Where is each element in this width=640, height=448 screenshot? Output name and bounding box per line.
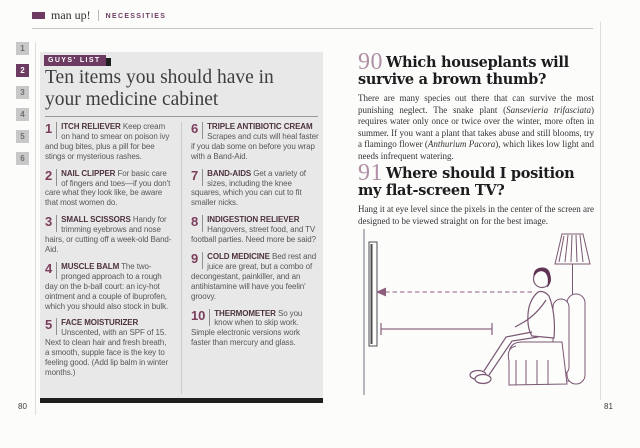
item-text: Unscented, with an SPF of 15. Next to clean hair and fresh breath, a smooth, supple face is the key to feeling good. (Add lip balm in winter months.)	[45, 328, 169, 377]
item-text: Bed rest and juice are great, but a combo of decongestant, painkiller, and an antihistamine will have you feelin' groovy.	[191, 251, 317, 301]
left-margin-rule	[35, 42, 36, 415]
item-term: MUSCLE BALM	[61, 261, 120, 271]
question-90	[358, 49, 594, 162]
guys-list-feature-box	[40, 52, 323, 398]
item-term: TRIPLE ANTIBIOTIC CREAM	[207, 122, 313, 131]
item-term: INDIGESTION RELIEVER	[207, 215, 300, 225]
item-number: 10	[191, 309, 210, 326]
chapter-tabs	[16, 42, 29, 174]
eye-level-arrow	[376, 288, 534, 297]
list-item	[45, 262, 172, 312]
answer-text: There are many species out there that can survive the most punishing neglect. The snake plant (	[358, 93, 594, 115]
list-item	[191, 215, 319, 245]
title-rule	[45, 116, 318, 117]
list-title: Ten items you should have in your medicine cabinet	[45, 67, 274, 110]
question-90-answer	[358, 93, 594, 162]
item-number: 9	[191, 252, 203, 269]
list-item	[45, 215, 172, 255]
chapter-tab-1: 1	[16, 42, 29, 55]
item-term: THERMOMETER	[214, 308, 276, 318]
question-title: Which houseplants will survive a brown thumb?	[358, 54, 569, 88]
tv-side-view	[369, 242, 377, 346]
answer-text: ) requires water only once or twice over the winter, more often in summer. If you want a plant that takes abuse and still blooms, try a flamingo flower (	[358, 104, 594, 149]
question-number: 90	[358, 49, 383, 75]
item-term: SMALL SCISSORS	[61, 215, 131, 225]
list-item	[45, 169, 172, 209]
item-number: 6	[191, 122, 203, 139]
guys-list-label-text: GUYS' LIST	[44, 55, 106, 66]
chapter-tab-6: 6	[16, 152, 29, 165]
item-term: COLD MEDICINE	[207, 251, 270, 261]
item-number: 2	[45, 169, 57, 186]
item-number: 7	[191, 169, 203, 186]
question-number: 91	[358, 160, 383, 186]
item-number: 1	[45, 122, 57, 139]
list-column-1	[45, 122, 182, 394]
question-90-heading	[358, 49, 594, 88]
list-item	[191, 252, 319, 302]
section-label: NECESSITIES	[105, 12, 167, 20]
viewing-distance-line	[381, 323, 492, 335]
species-name: Sansevieria trifasciata	[506, 104, 591, 115]
question-91-answer: Hang it at eye level since the pixels in the center of the screen are designed to be viewed straight on for the best image.	[358, 204, 594, 226]
label-black-tab	[106, 58, 111, 66]
guys-list-label	[44, 55, 111, 66]
question-91-heading	[358, 160, 594, 199]
chapter-tab-4: 4	[16, 108, 29, 121]
item-text: The two-pronged approach to a rough day on the b-ball court: an icy-hot ointment and a couple of ibuprofen, which you should also stock in bulk.	[45, 261, 169, 311]
item-term: ITCH RELIEVER	[61, 122, 121, 131]
tv-viewing-illustration	[356, 228, 596, 403]
header-rule	[32, 28, 593, 29]
chapter-tab-2-active: 2	[16, 64, 29, 77]
item-text: So you know when to skip work. Simple electronic versions work faster than mercury and glass.	[191, 308, 303, 348]
chapter-tab-5: 5	[16, 130, 29, 143]
item-text: Keep cream on hand to smear on poison ivy and bug bites, plus a pill for bee stings or mysterious rashes.	[45, 122, 170, 161]
page-number-right: 81	[604, 402, 613, 411]
item-text: Scrapes and cuts will heal faster if you dab some on before you wrap with a Band-Aid.	[191, 131, 319, 161]
list-item	[45, 122, 172, 162]
brand-title: man up!	[51, 8, 91, 22]
item-term: NAIL CLIPPER	[61, 168, 116, 178]
item-number: 4	[45, 262, 57, 279]
question-title: Where should I position my flat-screen TV?	[358, 165, 575, 199]
list-item	[191, 309, 319, 349]
item-text: Handy for trimming eyebrows and nose hairs, or cutting off a week-old Band-Aid.	[45, 215, 172, 254]
magazine-header	[32, 8, 166, 23]
medicine-cabinet-list	[45, 122, 319, 394]
page-number-left: 80	[18, 402, 27, 411]
item-number: 8	[191, 215, 203, 232]
item-text: For basic care of fingers and toes—if you don't care what they look like, be aware that most women do.	[45, 168, 171, 208]
chapter-tab-3: 3	[16, 86, 29, 99]
item-number: 3	[45, 215, 57, 232]
feature-box-bottom-bar	[40, 398, 323, 403]
item-term: BAND-AIDS	[207, 168, 252, 178]
answer-text: ), which likes low light and needs infrequent watering.	[358, 139, 594, 161]
item-text: Get a variety of sizes, including the knee squares, which you can cut to fit smaller nicks.	[191, 168, 306, 208]
list-item	[191, 169, 319, 209]
list-item	[191, 122, 319, 162]
item-text: Hangovers, street food, and TV football parties. Need more be said?	[191, 225, 316, 245]
brand-swatch-icon	[32, 12, 45, 19]
header-divider	[98, 10, 99, 21]
question-91	[358, 160, 594, 227]
list-item	[45, 318, 172, 377]
item-number: 5	[45, 318, 57, 335]
right-page-edge-rule	[600, 22, 601, 400]
item-term: FACE MOISTURIZER	[61, 318, 139, 328]
species-name: Anthurium Pacora	[427, 139, 496, 149]
list-column-2	[182, 122, 319, 394]
